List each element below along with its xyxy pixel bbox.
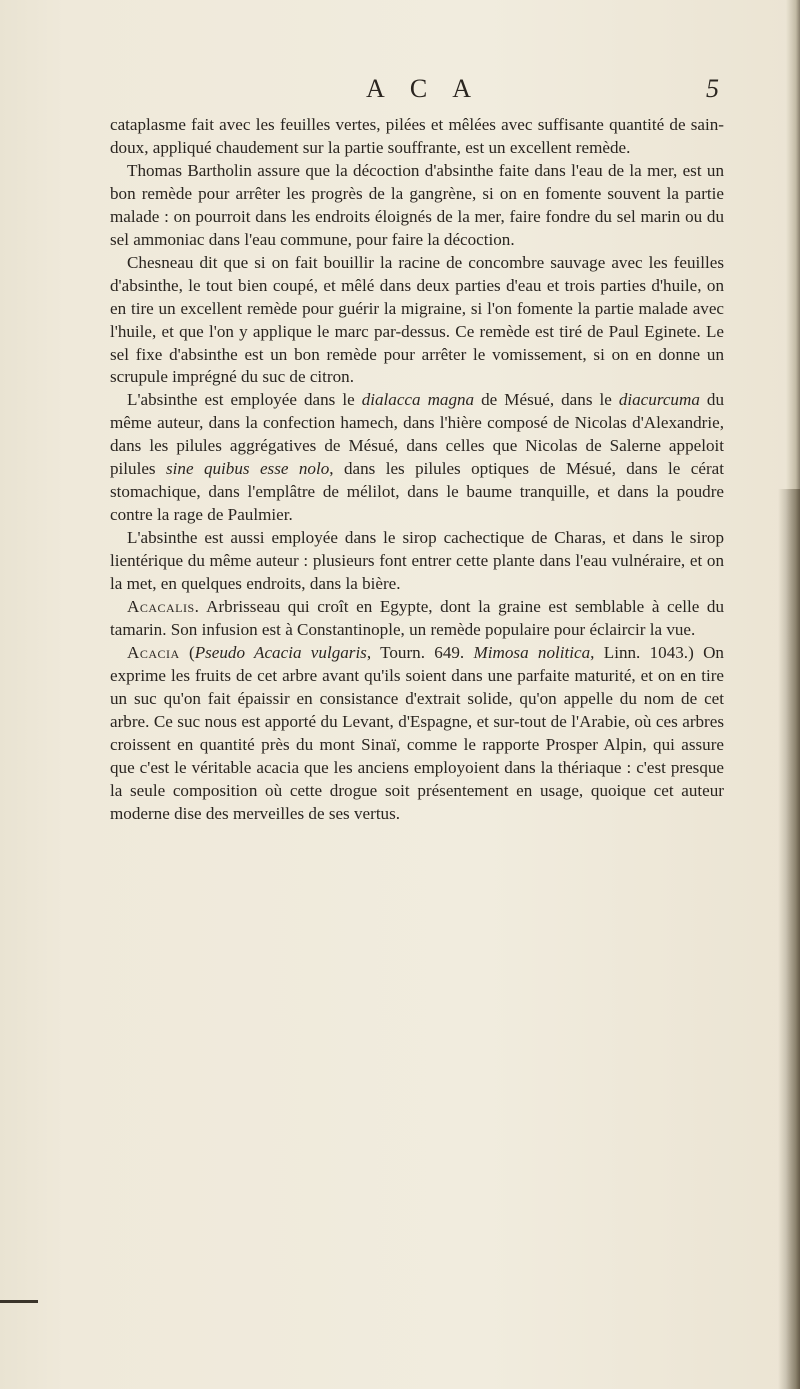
text-run: L'absinthe est employée dans le	[127, 390, 362, 410]
body-text	[110, 114, 724, 826]
text-run: , Linn. 1043.) On exprime les fruits de cet arbre avant qu'ils soient dans une parfaite maturité, et on en tire un suc qu'on fait épaissir en consistance d'extrait solide, qu'on appelle du nom de cet arbre. Ce suc nous est apporté du Levant, d'Espagne, et sur-tout de l'Arabie, où ces arbres croissent en quantité près du mont Sinaï, comme le rapporte Prosper Alpin, qui assure que c'est le véritable acacia que les anciens employoient dans la thériaque : c'est presque la seule composition où cette drogue soit présentement en usage, quoique cet auteur moderne dise des merveilles de ses vertus.	[110, 642, 724, 823]
paragraph-chesneau: Chesneau dit que si on fait bouillir la racine de concombre sauvage avec les feuilles d'absinthe, le tout bien coupé, et mêlé dans deux parties d'eau et trois parties d'huile, on en tire un excellent remède pour guérir la migraine, si l'on fomente la partie malade avec l'huile, et que l'on y applique le marc par-dessus. Ce remède est tiré de Paul Eginete. Le sel fixe d'absinthe est un bon remède pour arrêter le vomissement, si on en donne un scrupule imprégné du suc de citron.	[110, 252, 724, 387]
scan-margin-mark	[0, 1300, 38, 1303]
paragraph-sirops: L'absinthe est aussi employée dans le sirop cachectique de Charas, et dans le sirop lientérique du même auteur : plusieurs font entrer cette plante dans l'eau vulnéraire, et on la met, en quelques endroits, dans la bière.	[110, 528, 724, 594]
running-head: A C A	[365, 74, 475, 103]
text-run: (	[179, 642, 195, 662]
paragraph-continuation: cataplasme fait avec les feuilles vertes, pilées et mêlées avec suffisante quantité de sain-doux, appliqué chaudement sur la partie souffrante, est un excellent remède.	[110, 115, 724, 157]
page-number: 5	[706, 74, 722, 103]
entry-acacalis	[110, 596, 724, 642]
text-run: , dans les pilules optiques de Mésué, dans le cérat stomachique, dans l'emplâtre de mélilot, dans le baume tranquille, et dans la poudre contre la rage de Paulmier.	[110, 459, 724, 525]
paragraph-bartholin: Thomas Bartholin assure que la décoction d'absinthe faite dans l'eau de la mer, est un bon remède pour arrêter les progrès de la gangrène, si on en fomente souvent la partie malade : on pourroit dans les endroits éloignés de la mer, faire fondre du sel marin ou du sel ammoniac dans l'eau commune, pour faire la décoction.	[110, 160, 724, 249]
text-run: de Mésué, dans le	[474, 390, 619, 410]
page-header	[110, 74, 722, 104]
text-run: du même auteur, dans la confection hamech, dans l'hière composé de Nicolas d'Alexandrie, dans les pilules aggrégatives de Mésué, dans celles que Nicolas de Salerne appeloit pilules	[110, 390, 724, 479]
entry-headword: Acacia	[127, 642, 180, 662]
entry-headword: Acacalis.	[127, 597, 200, 617]
latin-term: Mimosa nolitica	[473, 642, 591, 662]
entry-text: Arbrisseau qui croît en Egypte, dont la graine est semblable à celle du tamarin. Son infusion est à Constantinople, un remède populaire pour éclaircir la vue.	[110, 597, 724, 639]
page-edge-dark	[778, 489, 800, 1389]
text-run: , Tourn. 649.	[366, 642, 474, 662]
latin-term: Pseudo Acacia vulgaris	[194, 642, 367, 662]
entry-acacia	[110, 642, 724, 826]
paragraph-preparations	[110, 389, 724, 527]
latin-term: diacurcuma	[618, 390, 700, 410]
latin-term: dialacca magna	[361, 390, 475, 410]
latin-term: sine quibus esse nolo	[166, 459, 330, 479]
